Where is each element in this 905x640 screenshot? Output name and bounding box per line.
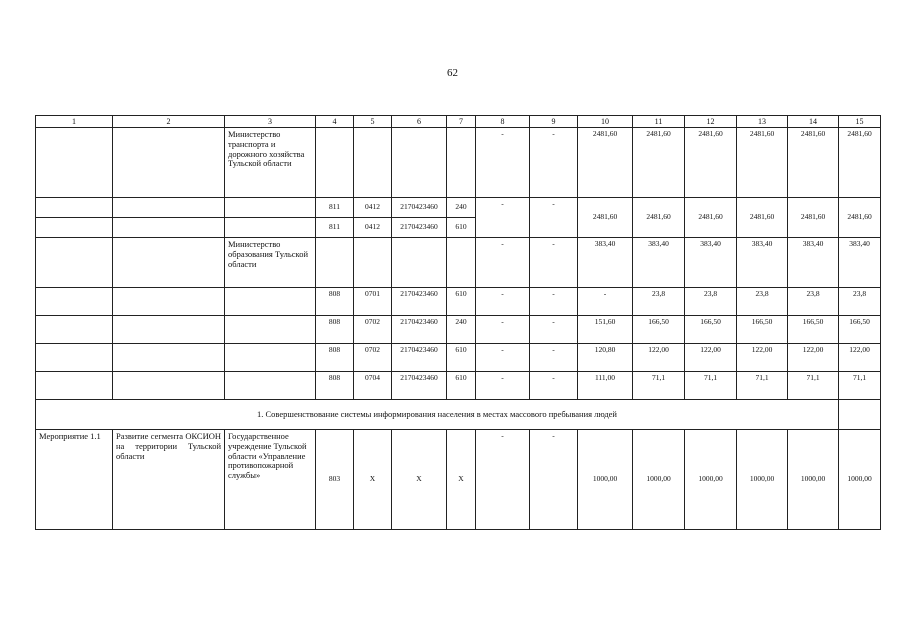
table-cell: [225, 316, 316, 344]
table-row: [36, 316, 881, 344]
table-cell: [36, 218, 113, 238]
expense-code: 610: [447, 372, 476, 400]
table-cell: [36, 344, 113, 372]
value-cell: 1000,00: [788, 430, 839, 530]
table-cell: -: [530, 316, 578, 344]
table-cell: [225, 344, 316, 372]
measure-row: [36, 430, 881, 530]
table-cell: [354, 238, 392, 288]
value-cell: 23,8: [685, 288, 737, 316]
grbs-code: 803: [316, 430, 354, 530]
value-cell: 2481,60: [685, 198, 737, 238]
header-cell: 5: [354, 116, 392, 128]
executor-cell: Министерство транспорта и дорожного хозяйства Тульской области: [225, 128, 316, 198]
table-cell: -: [530, 430, 578, 530]
header-cell: 3: [225, 116, 316, 128]
grbs-code: 808: [316, 344, 354, 372]
header-cell: 8: [476, 116, 530, 128]
header-cell: 13: [737, 116, 788, 128]
table-cell: -: [530, 344, 578, 372]
value-cell: 2481,60: [839, 128, 881, 198]
header-cell: 10: [578, 116, 633, 128]
table-cell: -: [530, 372, 578, 400]
grbs-code: 811: [316, 218, 354, 238]
table-row: [36, 198, 881, 218]
value-cell: 1000,00: [737, 430, 788, 530]
table-cell: [36, 288, 113, 316]
header-cell: 6: [392, 116, 447, 128]
table-cell: [113, 238, 225, 288]
value-cell: 2481,60: [788, 198, 839, 238]
header-row: [36, 116, 881, 128]
value-cell: 71,1: [788, 372, 839, 400]
table-row: [36, 372, 881, 400]
value-cell: 122,00: [633, 344, 685, 372]
expense-code: 610: [447, 344, 476, 372]
table-cell: [36, 238, 113, 288]
measure-label: Мероприятие 1.1: [36, 430, 113, 530]
table-cell: -: [476, 430, 530, 530]
value-cell: 383,40: [685, 238, 737, 288]
table-cell: [225, 372, 316, 400]
grbs-code: 811: [316, 198, 354, 218]
table-row: [36, 128, 881, 198]
value-cell: 166,50: [788, 316, 839, 344]
expense-code: 610: [447, 288, 476, 316]
header-cell: 15: [839, 116, 881, 128]
value-cell: 71,1: [839, 372, 881, 400]
value-cell: 122,00: [685, 344, 737, 372]
value-cell: 23,8: [633, 288, 685, 316]
table-cell: -: [476, 128, 530, 198]
value-cell: 1000,00: [633, 430, 685, 530]
value-cell: 111,00: [578, 372, 633, 400]
section-code: 0702: [354, 344, 392, 372]
header-cell: 1: [36, 116, 113, 128]
table-cell: [225, 288, 316, 316]
page-number: 62: [447, 67, 458, 79]
value-cell: 23,8: [737, 288, 788, 316]
value-cell: 122,00: [788, 344, 839, 372]
target-code: 2170423460: [392, 198, 447, 218]
value-cell: 122,00: [839, 344, 881, 372]
table-row: [36, 288, 881, 316]
value-cell: 151,60: [578, 316, 633, 344]
value-cell: 2481,60: [633, 198, 685, 238]
table-cell: [447, 238, 476, 288]
value-cell: 122,00: [737, 344, 788, 372]
section-code: 0412: [354, 218, 392, 238]
table-cell: [316, 128, 354, 198]
value-cell: 383,40: [839, 238, 881, 288]
section-code: 0704: [354, 372, 392, 400]
table-cell: [36, 128, 113, 198]
table-cell: [113, 372, 225, 400]
value-cell: 2481,60: [578, 198, 633, 238]
table-cell: -: [530, 198, 578, 238]
table-cell: -: [476, 288, 530, 316]
expense-code: X: [447, 430, 476, 530]
value-cell: 2481,60: [578, 128, 633, 198]
table-cell: -: [476, 316, 530, 344]
grbs-code: 808: [316, 316, 354, 344]
grbs-code: 808: [316, 372, 354, 400]
value-cell: 2481,60: [633, 128, 685, 198]
value-cell: 2481,60: [685, 128, 737, 198]
value-cell: 166,50: [685, 316, 737, 344]
table-cell: [447, 128, 476, 198]
value-cell: 166,50: [737, 316, 788, 344]
table-cell: -: [530, 288, 578, 316]
section-row: [36, 400, 881, 430]
table-cell: [113, 128, 225, 198]
table-cell: [36, 316, 113, 344]
value-cell: 23,8: [788, 288, 839, 316]
target-code: 2170423460: [392, 372, 447, 400]
value-cell: 2481,60: [788, 128, 839, 198]
value-cell: 383,40: [788, 238, 839, 288]
table-cell: [392, 238, 447, 288]
section-code: 0702: [354, 316, 392, 344]
table-cell: [225, 218, 316, 238]
table-cell: [113, 218, 225, 238]
value-cell: 166,50: [839, 316, 881, 344]
value-cell: 71,1: [685, 372, 737, 400]
expense-code: 240: [447, 316, 476, 344]
value-cell: 120,80: [578, 344, 633, 372]
expense-code: 610: [447, 218, 476, 238]
table-row: [36, 344, 881, 372]
value-cell: 383,40: [633, 238, 685, 288]
value-cell: 383,40: [737, 238, 788, 288]
table-cell: -: [476, 372, 530, 400]
table-cell: [354, 128, 392, 198]
table-cell: [113, 198, 225, 218]
measure-description: Развитие сегмента ОКСИОН на территории Тульской области: [113, 430, 225, 530]
table-cell: [36, 372, 113, 400]
table-cell: [316, 238, 354, 288]
value-cell: 23,8: [839, 288, 881, 316]
value-cell: 1000,00: [578, 430, 633, 530]
header-cell: 7: [447, 116, 476, 128]
section-code: X: [354, 430, 392, 530]
value-cell: 1000,00: [839, 430, 881, 530]
grbs-code: 808: [316, 288, 354, 316]
value-cell: 71,1: [633, 372, 685, 400]
table-cell: -: [476, 238, 530, 288]
header-cell: 4: [316, 116, 354, 128]
header-cell: 2: [113, 116, 225, 128]
value-cell: 1000,00: [685, 430, 737, 530]
value-cell: -: [578, 288, 633, 316]
table-cell: [113, 344, 225, 372]
header-cell: 12: [685, 116, 737, 128]
table-cell: [36, 198, 113, 218]
executor-cell: Государственное учреждение Тульской области «Управление противопожарной службы»: [225, 430, 316, 530]
table-cell: [392, 128, 447, 198]
section-code: 0701: [354, 288, 392, 316]
value-cell: 71,1: [737, 372, 788, 400]
section-code: 0412: [354, 198, 392, 218]
value-cell: 2481,60: [737, 198, 788, 238]
table-cell: [839, 400, 881, 430]
value-cell: 2481,60: [737, 128, 788, 198]
target-code: 2170423460: [392, 218, 447, 238]
table-cell: [113, 316, 225, 344]
value-cell: 383,40: [578, 238, 633, 288]
budget-table: [35, 115, 881, 530]
target-code: X: [392, 430, 447, 530]
expense-code: 240: [447, 198, 476, 218]
table-row: [36, 238, 881, 288]
table-cell: -: [530, 238, 578, 288]
table-cell: [225, 198, 316, 218]
section-title: 1. Совершенствование системы информирования населения в местах массового пребывания людей: [36, 400, 839, 430]
target-code: 2170423460: [392, 316, 447, 344]
target-code: 2170423460: [392, 288, 447, 316]
header-cell: 14: [788, 116, 839, 128]
executor-cell: Министерство образования Тульской области: [225, 238, 316, 288]
table-cell: [113, 288, 225, 316]
value-cell: 166,50: [633, 316, 685, 344]
header-cell: 9: [530, 116, 578, 128]
table-cell: -: [476, 344, 530, 372]
table-cell: -: [476, 198, 530, 238]
header-cell: 11: [633, 116, 685, 128]
value-cell: 2481,60: [839, 198, 881, 238]
target-code: 2170423460: [392, 344, 447, 372]
table-cell: -: [530, 128, 578, 198]
